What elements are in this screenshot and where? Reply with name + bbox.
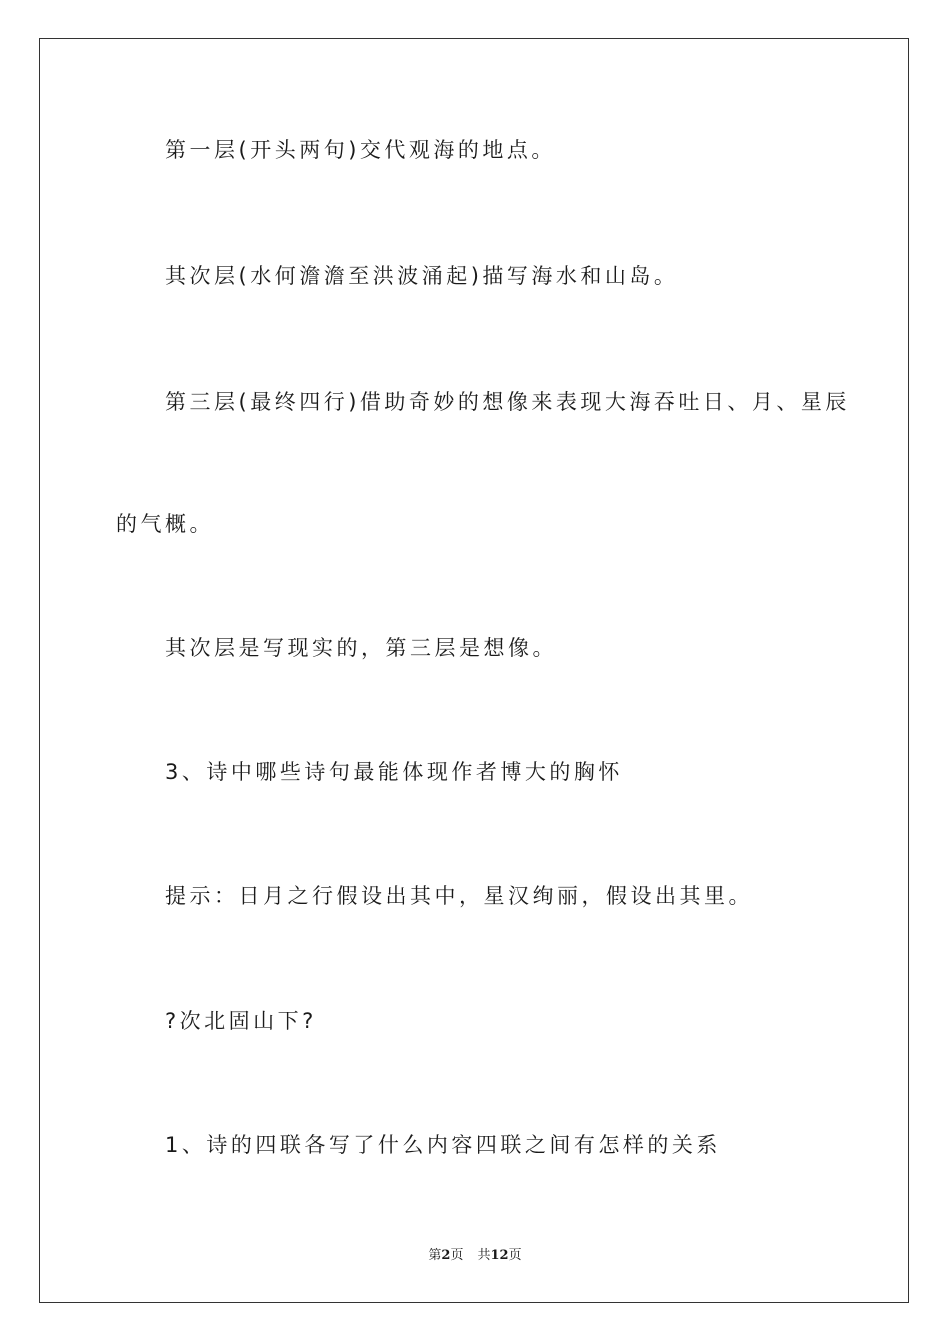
paragraph-line: 其次层是写现实的，第三层是想像。	[165, 636, 557, 660]
total-pages: 12	[490, 1248, 509, 1263]
total-prefix: 共	[477, 1248, 491, 1263]
paragraph-line: 第一层(开头两句)交代观海的地点。	[165, 138, 556, 162]
page-suffix: 页	[450, 1248, 464, 1263]
paragraph-line: 的气概。	[116, 512, 214, 536]
paragraph-line: 其次层(水何澹澹至洪波涌起)描写海水和山岛。	[165, 264, 679, 288]
paragraph-line: 提示：日月之行假设出其中，星汉绚丽，假设出其里。	[165, 884, 753, 908]
paragraph-line: ?次北固山下?	[165, 1009, 317, 1033]
page-prefix: 第	[428, 1248, 442, 1263]
paragraph-line: 1、诗的四联各写了什么内容四联之间有怎样的关系	[165, 1133, 721, 1157]
page-number: 2	[441, 1248, 451, 1263]
paragraph-line: 3、诗中哪些诗句最能体现作者博大的胸怀	[165, 760, 623, 784]
total-suffix: 页	[508, 1248, 522, 1263]
paragraph-line: 第三层(最终四行)借助奇妙的想像来表现大海吞吐日、月、星辰	[165, 390, 850, 414]
page-footer	[0, 1247, 950, 1265]
page-border	[39, 38, 909, 1303]
